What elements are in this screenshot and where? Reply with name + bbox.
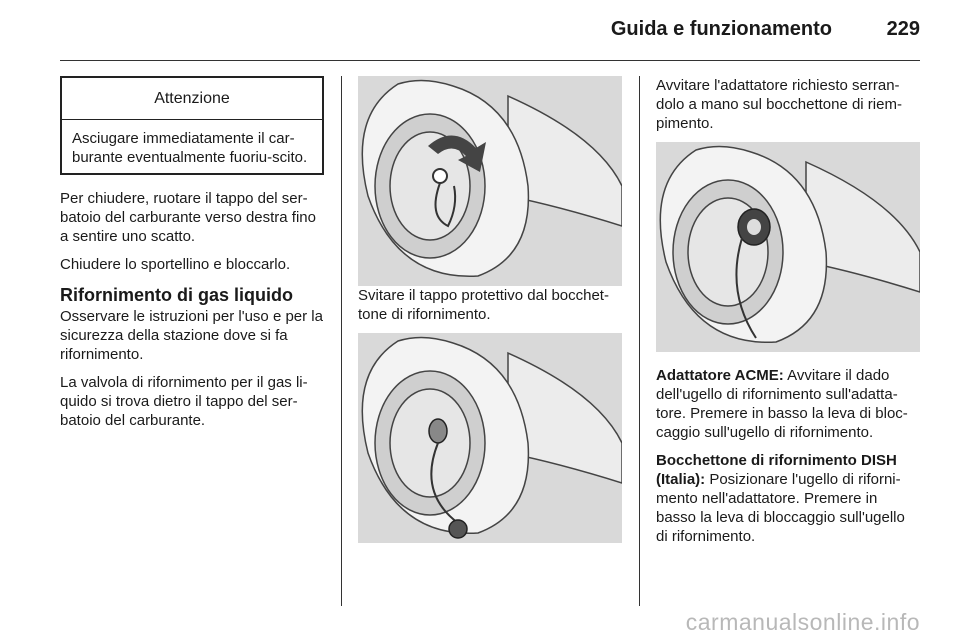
warning-title: Attenzione [62,78,322,120]
watermark: carmanualsonline.info [685,609,920,635]
header-rule [60,60,920,61]
column-3 [656,76,920,555]
illustration-adapter [656,142,920,352]
illustration-cap-unscrewed [358,333,622,543]
column-1 [60,76,324,439]
illustration-cap-rotate [358,76,622,286]
adapter-instructions: Avvitare l'adattatore richiesto serran-dolo a mano sul bocchettone di riem-pimento. [656,77,902,132]
dish-instructions [656,451,920,546]
acme-text: Avvitare il dado dell'ugello di rifornimento sull'adatta-tore. Premere in basso la leva di bloc-caggio sull'ugello di rifornimento. [656,367,908,441]
closing-instructions: Per chiudere, ruotare il tappo del ser-batoio del carburante verso destra fino a sentire uno scatto. [60,190,316,245]
acme-label: Adattatore ACME: [656,367,784,384]
close-flap-instructions: Chiudere lo sportellino e bloccarlo. [60,256,291,273]
header-title: Guida e funzionamento [610,18,832,40]
warning-text: Asciugare immediatamente il car-burante eventualmente fuoriu-scito. [72,130,308,166]
warning-box [60,76,324,175]
acme-instructions [656,366,920,442]
column-2 [358,76,622,543]
column-divider-1 [341,76,342,606]
page-number: 229 [886,18,920,40]
dish-label: Bocchettone di rifornimento DISH (Italia): [656,452,897,488]
figure-caption: Svitare il tappo protettivo dal bocchet-tone di rifornimento. [358,287,609,323]
valve-location: La valvola di rifornimento per il gas li-quido si trova dietro il tappo del ser-batoio del carburante. [60,374,308,429]
column-divider-2 [639,76,640,606]
dish-text: Posizionare l'ugello di riforni-mento nell'adattatore. Premere in basso la leva di bloccaggio sull'ugello di rifornimento. [656,471,905,545]
section-heading: Rifornimento di gas liquido [60,285,293,305]
safety-instructions: Osservare le istruzioni per l'uso e per la sicurezza della stazione dove si fa rifornimento. [60,308,323,363]
